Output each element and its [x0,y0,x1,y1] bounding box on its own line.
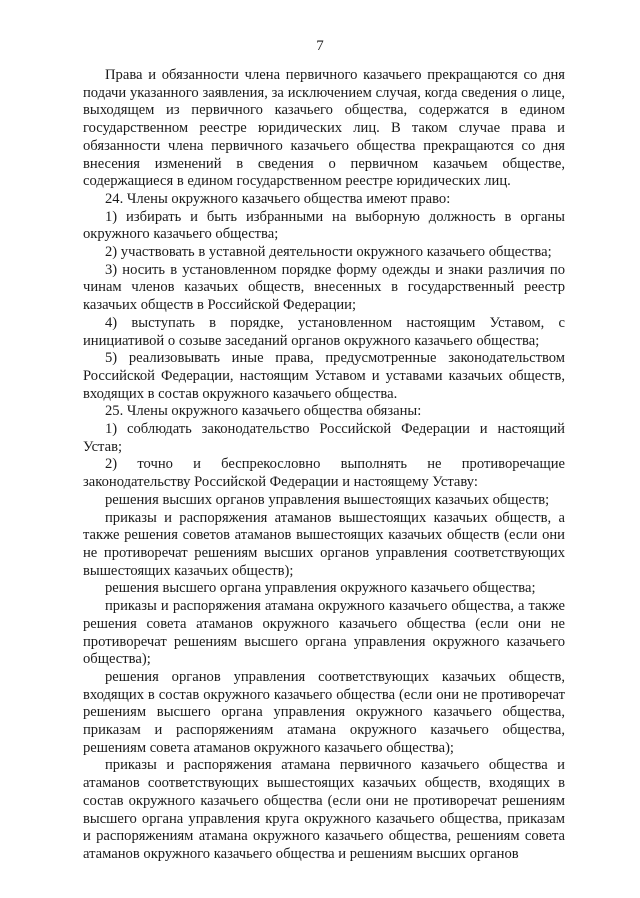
paragraph-duty-2-item-b: приказы и распоряжения атаманов вышестоящих казачьих обществ, а также решения советов атаманов вышестоящих казачьих обществ (если они не противоречат решениям высших органов управления соответствующих вышестоящих казачьих обществ); [83,509,565,579]
paragraph-right-5: 5) реализовывать иные права, предусмотренные законодательством Российской Федерации, настоящим Уставом и уставами казачьих обществ, входящих в состав окружного казачьего общества. [83,350,565,402]
paragraph-duty-2-item-f: приказы и распоряжения атамана первичного казачьего общества и атаманов соответствующих вышестоящих казачьих обществ, входящих в состав окружного казачьего общества (если они не противоречат решениям высшего органа управления круга окружного казачьего общества, приказам и распоряжениям атамана окружного казачьего общества, решениям совета атаманов окружного казачьего общества и решениям высших органов [83,757,565,862]
paragraph-membership-termination: Права и обязанности члена первичного казачьего прекращаются со дня подачи указанного заявления, за исключением случая, когда сведения о лице, выходящем из первичного казачьего общества, содержатся в едином государственном реестре юридических лиц. В таком случае права и обязанности члена первичного казачьего общества прекращаются со дня внесения изменений в сведения о первичном казачьем обществе, содержащиеся в едином государственном реестре юридических лиц. [83,67,565,190]
paragraph-duty-1: 1) соблюдать законодательство Российской Федерации и настоящий Устав; [83,421,565,455]
paragraph-duty-2-item-c: решения высшего органа управления окружного казачьего общества; [105,580,536,597]
paragraph-duty-2-item-a: решения высших органов управления вышестоящих казачьих обществ; [105,491,550,508]
paragraph-section-25-heading: 25. Члены окружного казачьего общества обязаны: [105,403,422,420]
paragraph-right-2: 2) участвовать в уставной деятельности окружного казачьего общества; [105,244,552,261]
paragraph-section-24-heading: 24. Члены окружного казачьего общества имеют право: [105,190,451,207]
paragraph-right-3: 3) носить в установленном порядке форму одежды и знаки различия по чинам членов казачьих обществ, внесенных в государственный реестр казачьих обществ в Российской Федерации; [83,261,565,314]
paragraph-right-1: 1) избирать и быть избранными на выборную должность в органы окружного казачьего общества; [83,208,565,243]
paragraph-duty-2-item-d: приказы и распоряжения атамана окружного казачьего общества, а также решения совета атаманов окружного казачьего общества (если они не противоречат решениям высшего органа управления окружного казачьего общества); [83,598,565,668]
paragraph-duty-2: 2) точно и беспрекословно выполнять не противоречащие законодательству Российской Федерации и настоящему Уставу: [83,456,565,491]
paragraph-duty-2-item-e: решения органов управления соответствующих казачьих обществ, входящих в состав окружного казачьего общества (если они не противоречат решениям высшего органа управления окружного казачьего общества, приказам и распоряжениям атамана окружного казачьего общества, решениям совета атаманов окружного казачьего общества); [83,668,565,756]
paragraph-right-4: 4) выступать в порядке, установленном настоящим Уставом, с инициативой о созыве заседаний органов окружного казачьего общества; [83,314,565,349]
page-number: 7 [316,38,324,54]
document-body [83,67,565,864]
